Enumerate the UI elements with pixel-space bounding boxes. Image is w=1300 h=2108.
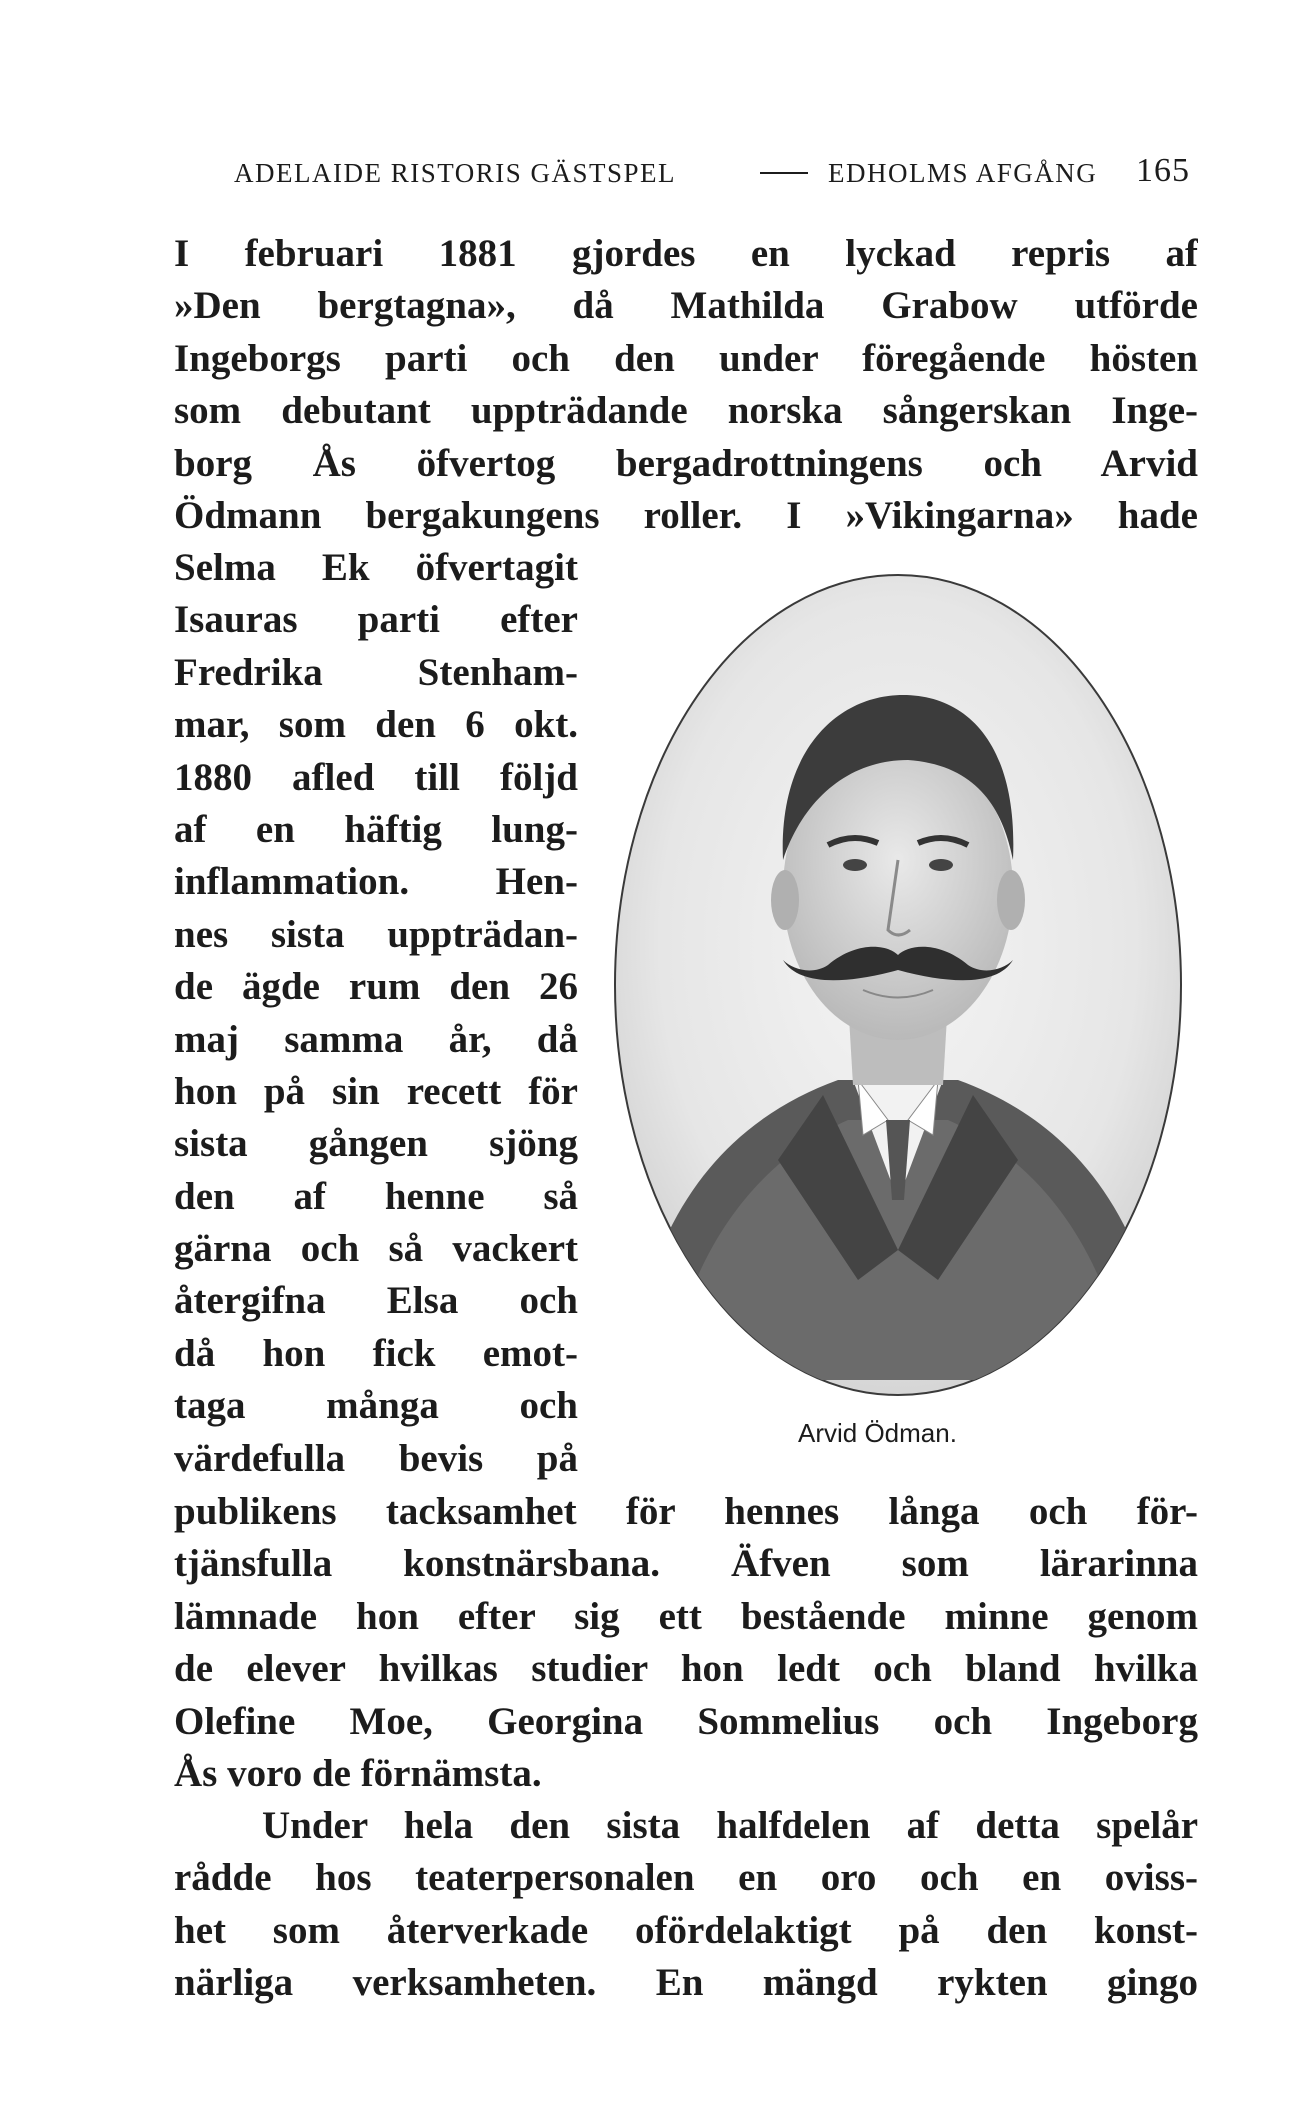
text-line: mar, som den 6 okt.	[174, 703, 578, 747]
text-line: taga många och	[174, 1384, 578, 1428]
text-line: den af henne så	[174, 1174, 578, 1218]
text-line: Under hela den sista halfdelen af detta spelår	[262, 1804, 1198, 1847]
text-line: Olefine Moe, Georgina Sommelius och Ingeborg	[174, 1699, 1198, 1743]
running-header	[0, 150, 1300, 200]
text-line: 1880 afled till följd	[174, 755, 578, 799]
text-line: rådde hos teaterpersonalen en oro och en oviss-	[174, 1856, 1198, 1900]
text-line: Fredrika Stenham-	[174, 650, 578, 694]
text-line: lämnade hon efter sig ett bestående minne genom	[174, 1594, 1198, 1638]
text-line: I februari 1881 gjordes en lyckad repris af	[174, 232, 1198, 275]
text-line: gärna och så vackert	[174, 1227, 578, 1271]
header-right-title: EDHOLMS AFGÅNG	[828, 158, 1098, 188]
text-line: hon på sin recett för	[174, 1069, 578, 1113]
text-line: Ingeborgs parti och den under föregående hösten	[174, 336, 1198, 380]
text-line: publikens tacksamhet för hennes långa och för-	[174, 1490, 1198, 1533]
text-line: maj samma år, då	[174, 1017, 578, 1061]
text-line: af en häftig lung-	[174, 807, 578, 851]
portrait-caption: Arvid Ödman.	[798, 1418, 957, 1448]
portrait-figure	[608, 560, 1198, 1420]
text-line: Isauras parti efter	[174, 598, 578, 642]
text-line: då hon fick emot-	[174, 1331, 578, 1375]
text-line: värdefulla bevis på	[174, 1436, 578, 1480]
text-line: borg Ås öfvertog bergadrottningens och Arvid	[174, 441, 1198, 485]
text-line: närliga verksamheten. En mängd rykten gingo	[174, 1961, 1198, 2005]
text-line: Ödmann bergakungens roller. I »Vikingarna» hade	[174, 493, 1198, 537]
header-left-title: ADELAIDE RISTORIS GÄSTSPEL	[234, 158, 677, 188]
text-line: de elever hvilkas studier hon ledt och bland hvilka	[174, 1647, 1198, 1691]
header-dash	[760, 172, 808, 174]
text-line: Selma Ek öfvertagit	[174, 546, 578, 589]
text-line: som debutant uppträdande norska sångerskan Inge-	[174, 389, 1198, 433]
text-line: återgifna Elsa och	[174, 1279, 578, 1323]
text-line: Ås voro de förnämsta.	[174, 1751, 542, 1795]
paragraph-1-end	[174, 1486, 1198, 1800]
text-line: nes sista uppträdan-	[174, 912, 578, 956]
paragraph-1-narrow-column	[174, 542, 578, 1485]
text-line: inflammation. Hen-	[174, 860, 578, 904]
text-line: tjänsfulla konstnärsbana. Äfven som lärarinna	[174, 1542, 1198, 1586]
text-line: het som återverkade ofördelaktigt på den konst-	[174, 1908, 1198, 1952]
page-number: 165	[1136, 152, 1190, 189]
portrait-image	[608, 560, 1198, 1420]
text-line: »Den bergtagna», då Mathilda Grabow utförde	[174, 284, 1198, 328]
text-line: de ägde rum den 26	[174, 965, 578, 1009]
paragraph-1-top	[174, 228, 1198, 542]
text-line: sista gången sjöng	[174, 1122, 578, 1166]
paragraph-2	[174, 1800, 1198, 2010]
